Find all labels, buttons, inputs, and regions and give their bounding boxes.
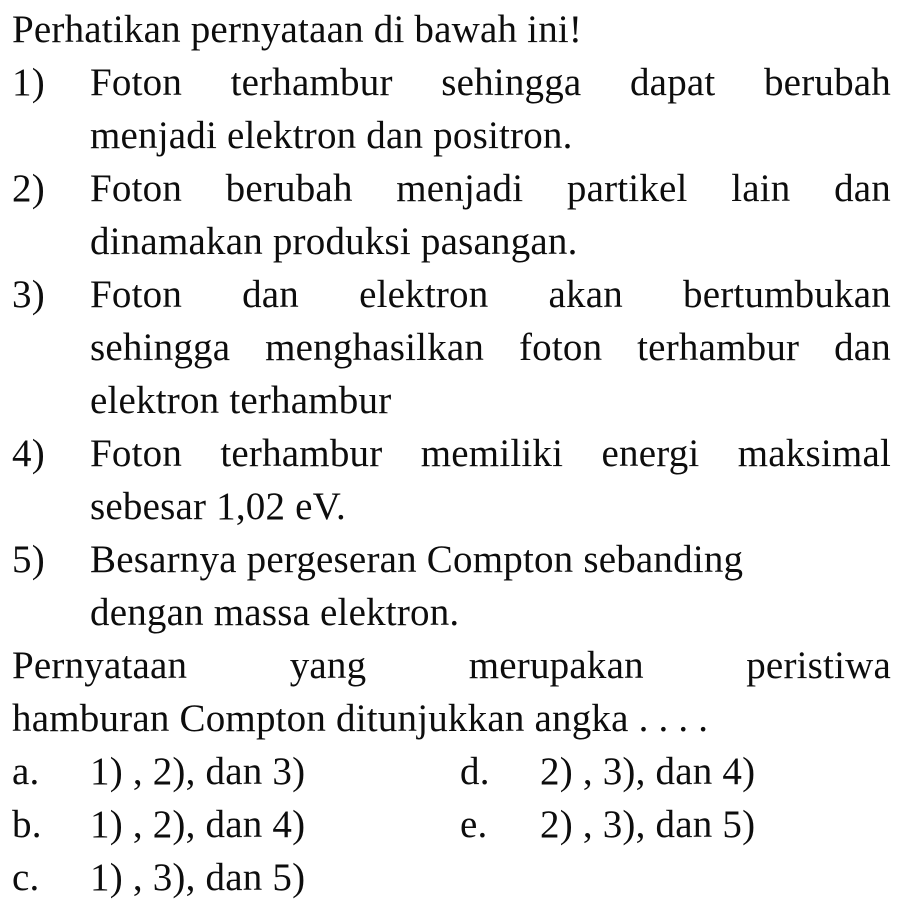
option-letter-e: e. <box>460 803 488 846</box>
statement-body <box>90 56 891 162</box>
statement-number: 4) <box>12 432 45 475</box>
statement-line: Foton berubah menjadi partikel lain dan <box>90 167 891 210</box>
statement-number: 1) <box>12 61 45 104</box>
statement-item-4 <box>12 427 891 533</box>
question-line: Pernyataan yang merupakan peristiwa <box>12 644 891 687</box>
statement-body <box>90 427 891 533</box>
option-text-b: 1) , 2), dan 4) <box>90 803 306 846</box>
statement-line: Besarnya pergeseran Compton sebanding <box>90 538 744 581</box>
statement-line: dinamakan produksi pasangan. <box>90 220 578 263</box>
statement-line: Foton dan elektron akan bertumbukan <box>90 273 891 316</box>
statement-body <box>90 162 891 268</box>
intro-line: Perhatikan pernyataan di bawah ini! <box>12 8 583 51</box>
statement-number: 3) <box>12 273 45 316</box>
statement-item-2 <box>12 162 891 268</box>
statement-line: sebesar 1,02 eV. <box>90 485 346 528</box>
option-text-e: 2) , 3), dan 5) <box>540 803 756 846</box>
option-letter-c: c. <box>12 856 40 899</box>
option-letter-b: b. <box>12 803 42 846</box>
statement-body <box>90 268 891 427</box>
statement-number: 2) <box>12 167 45 210</box>
statement-body <box>90 533 891 639</box>
option-row <box>12 798 891 851</box>
statement-line: sehingga menghasilkan foton terhambur dan <box>90 326 891 369</box>
statement-item-3 <box>12 268 891 427</box>
statement-number: 5) <box>12 538 45 581</box>
statement-line: Foton terhambur memiliki energi maksimal <box>90 432 891 475</box>
question-line: hamburan Compton ditunjukkan angka . . . . <box>12 697 709 740</box>
option-letter-a: a. <box>12 750 40 793</box>
option-text-d: 2) , 3), dan 4) <box>540 750 756 793</box>
statement-item-1 <box>12 56 891 162</box>
question-stem <box>12 639 891 745</box>
option-row <box>12 745 891 798</box>
statement-line: menjadi elektron dan positron. <box>90 114 573 157</box>
option-row <box>12 851 891 904</box>
statement-line: dengan massa elektron. <box>90 591 460 634</box>
statement-line: elektron terhambur <box>90 379 392 422</box>
option-letter-d: d. <box>460 750 490 793</box>
option-text-c: 1) , 3), dan 5) <box>90 856 306 899</box>
option-text-a: 1) , 2), dan 3) <box>90 750 306 793</box>
statement-item-5 <box>12 533 891 639</box>
statement-line: Foton terhambur sehingga dapat berubah <box>90 61 891 104</box>
